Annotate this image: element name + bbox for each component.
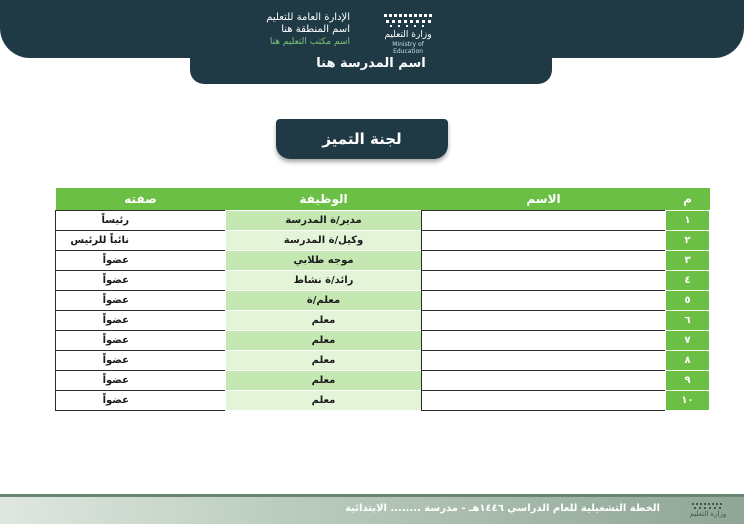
header-desc: صفته <box>56 188 226 211</box>
row-name-cell[interactable] <box>422 231 666 251</box>
row-num: ٥ <box>666 291 710 311</box>
row-role: وكيل/ة المدرسة <box>226 231 422 251</box>
row-num: ٧ <box>666 331 710 351</box>
ministry-logo-icon <box>378 10 438 30</box>
committee-members-table <box>55 188 710 411</box>
table-row <box>56 211 710 231</box>
row-desc: عضواً <box>56 251 226 271</box>
table-row <box>56 271 710 291</box>
table-row <box>56 251 710 271</box>
row-num: ١٠ <box>666 391 710 411</box>
row-num: ٩ <box>666 371 710 391</box>
row-name-cell[interactable] <box>422 251 666 271</box>
row-role: معلم <box>226 391 422 411</box>
row-num: ٨ <box>666 351 710 371</box>
row-num: ٦ <box>666 311 710 331</box>
header-num: م <box>666 188 710 211</box>
footer-text: الخطة التشغيلية للعام الدراسي ١٤٤٦هـ - مدرسة ........ الابتدائية <box>345 503 660 514</box>
footer-ministry-logo <box>686 498 730 520</box>
table-header-row <box>56 188 710 211</box>
row-desc: عضواً <box>56 271 226 291</box>
committee-title-box <box>276 119 448 159</box>
admin-line-3: اسم مكتب التعليم هنا <box>269 37 350 47</box>
admin-line-2: اسم المنطقة هنا <box>281 24 350 35</box>
row-desc: نائباً للرئيس <box>56 231 226 251</box>
row-role: موجه طلابي <box>226 251 422 271</box>
row-name-cell[interactable] <box>422 391 666 411</box>
row-name-cell[interactable] <box>422 371 666 391</box>
table-row <box>56 331 710 351</box>
row-num: ١ <box>666 211 710 231</box>
row-role: معلم/ة <box>226 291 422 311</box>
ministry-name-en: Ministry of Education <box>392 41 424 55</box>
footer-divider <box>0 494 744 497</box>
row-role: معلم <box>226 351 422 371</box>
row-name-cell[interactable] <box>422 331 666 351</box>
row-name-cell[interactable] <box>422 271 666 291</box>
table-row <box>56 231 710 251</box>
table-row <box>56 311 710 331</box>
row-num: ٢ <box>666 231 710 251</box>
table-row <box>56 391 710 411</box>
row-role: معلم <box>226 311 422 331</box>
row-role: معلم <box>226 331 422 351</box>
row-role: معلم <box>226 371 422 391</box>
row-role: مدير/ة المدرسة <box>226 211 422 231</box>
row-desc: عضواً <box>56 391 226 411</box>
row-role: رائد/ة نشاط <box>226 271 422 291</box>
ministry-logo <box>378 10 438 55</box>
row-desc: عضواً <box>56 311 226 331</box>
row-name-cell[interactable] <box>422 211 666 231</box>
row-name-cell[interactable] <box>422 351 666 371</box>
row-desc: عضواً <box>56 331 226 351</box>
row-name-cell[interactable] <box>422 291 666 311</box>
row-num: ٤ <box>666 271 710 291</box>
header-role: الوظيفة <box>226 188 422 211</box>
footer-ministry-name: وزارة التعليم <box>689 510 727 518</box>
row-desc: عضواً <box>56 371 226 391</box>
ministry-name: وزارة التعليم <box>384 30 432 40</box>
row-num: ٣ <box>666 251 710 271</box>
school-name: اسم المدرسة هنا <box>316 56 426 71</box>
committee-title: لجنة التميز <box>322 130 402 148</box>
row-desc: عضواً <box>56 351 226 371</box>
admin-info <box>214 12 350 48</box>
row-name-cell[interactable] <box>422 311 666 331</box>
row-desc: رئيساً <box>56 211 226 231</box>
admin-line-1: الإدارة العامة للتعليم <box>266 12 350 23</box>
page-footer <box>0 494 744 524</box>
table-row <box>56 371 710 391</box>
table-row <box>56 291 710 311</box>
row-desc: عضواً <box>56 291 226 311</box>
header-name: الاسم <box>422 188 666 211</box>
table-row <box>56 351 710 371</box>
